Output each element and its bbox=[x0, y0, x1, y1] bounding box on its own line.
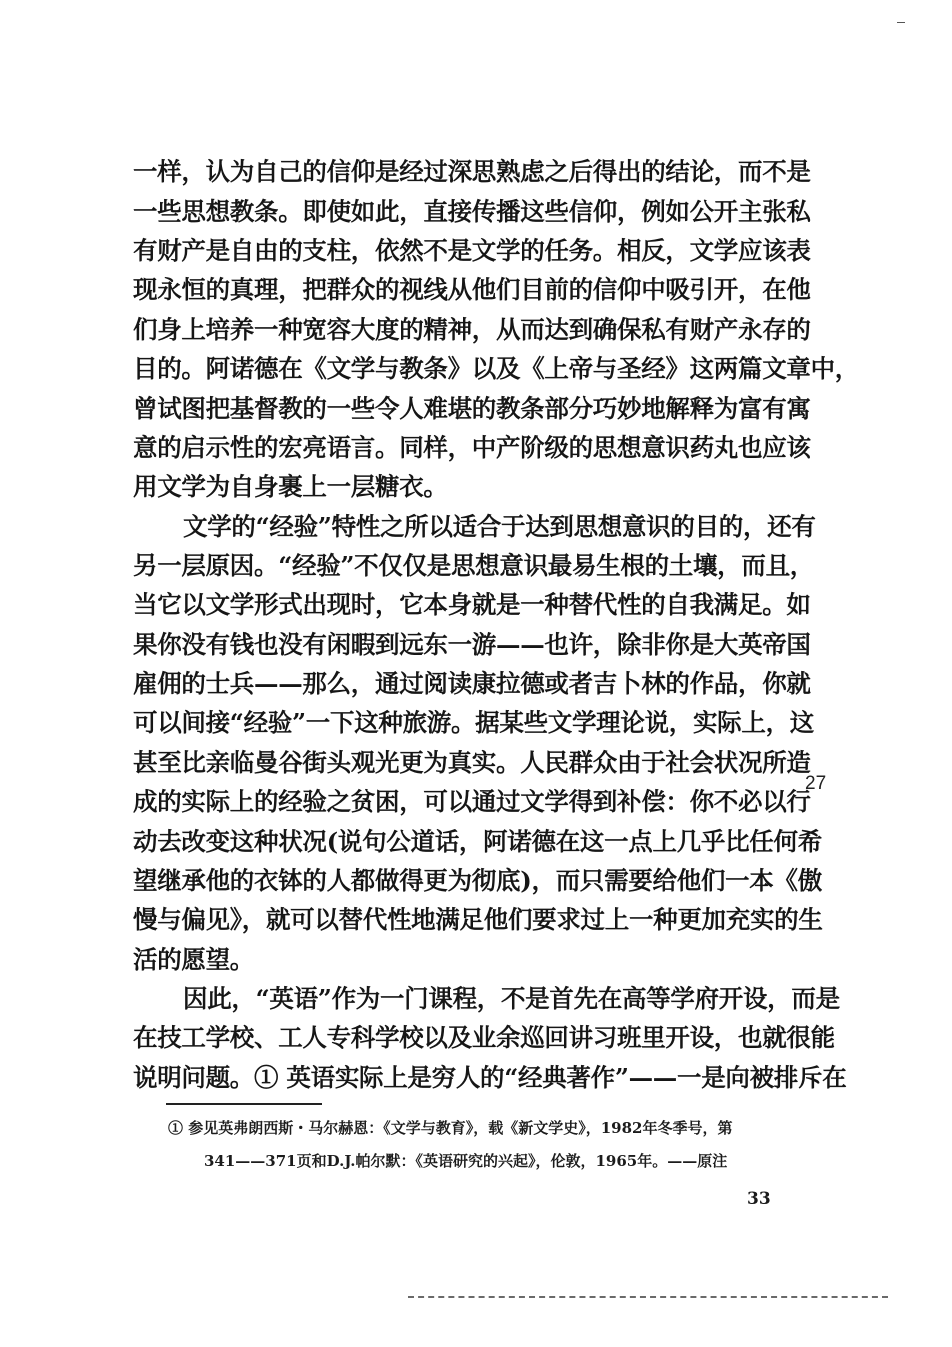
scan-edge-mark bbox=[897, 22, 905, 23]
page-number: 33 bbox=[747, 1189, 771, 1209]
text-line: 有财产是自由的支柱，依然不是文学的任务。相反，文学应该表 bbox=[133, 236, 811, 265]
text-line: 一样，认为自己的信仰是经过深思熟虑之后得出的结论，而不是 bbox=[133, 157, 811, 186]
text-line: 现永恒的真理，把群众的视线从他们目前的信仰中吸引开，在他 bbox=[133, 275, 811, 304]
text-line: 一些思想教条。即使如此，直接传播这些信仰，例如公开主张私 bbox=[133, 197, 811, 226]
text-line: 可以间接“经验”一下这种旅游。据某些文学理论说，实际上，这 bbox=[133, 708, 814, 737]
text-line: 目的。阿诺德在《文学与教条》以及《上帝与圣经》这两篇文章中， bbox=[133, 354, 859, 383]
text-line: 成的实际上的经验之贫困，可以通过文学得到补偿：你不必以行 bbox=[133, 787, 811, 816]
text-line: 当它以文学形式出现时，它本身就是一种替代性的自我满足。如 bbox=[133, 590, 811, 619]
text-line: 甚至比亲临曼谷街头观光更为真实。人民群众由于社会状况所造 bbox=[133, 748, 811, 777]
paragraph-first-line: 因此，“英语”作为一门课程，不是首先在高等学府开设，而是 bbox=[183, 984, 840, 1013]
footnote-line: ① 参见英弗朗西斯・马尔赫恩：《文学与教育》，载《新文学史》，1982年冬季号，第 bbox=[168, 1119, 733, 1137]
footnote-line: 341——371页和D.J.帕尔默：《英语研究的兴起》，伦敦，1965年。——原注 bbox=[204, 1152, 728, 1170]
text-line: 曾试图把基督教的一些令人难堪的教条部分巧妙地解释为富有寓 bbox=[133, 394, 811, 423]
text-line: 活的愿望。 bbox=[133, 945, 254, 974]
text-line: 另一层原因。“经验”不仅仅是思想意识最易生根的土壤，而且， bbox=[133, 551, 814, 580]
margin-page-number: 27 bbox=[805, 773, 827, 794]
text-line: 果你没有钱也没有闲暇到远东一游——也许，除非你是大英帝国 bbox=[133, 630, 811, 659]
text-line: 望继承他的衣钵的人都做得更为彻底)，而只需要给他们一本《傲 bbox=[133, 866, 822, 895]
paragraph-first-line: 文学的“经验”特性之所以适合于达到思想意识的目的，还有 bbox=[183, 512, 816, 541]
text-line: 们身上培养一种宽容大度的精神，从而达到确保私有财产永存的 bbox=[133, 315, 811, 344]
text-line: 说明问题。① 英语实际上是穷人的“经典著作”——一是向被排斥在 bbox=[133, 1063, 847, 1092]
text-line: 动去改变这种状况(说句公道话，阿诺德在这一点上几乎比任何希 bbox=[133, 827, 822, 856]
text-line: 慢与偏见》，就可以替代性地满足他们要求过上一种更加充实的生 bbox=[133, 905, 823, 934]
footnote-divider bbox=[166, 1103, 322, 1105]
text-line: 意的启示性的宏亮语言。同样，中产阶级的思想意识药丸也应该 bbox=[133, 433, 811, 462]
text-line: 雇佣的士兵——那么，通过阅读康拉德或者吉卜林的作品，你就 bbox=[133, 669, 811, 698]
text-line: 在技工学校、工人专科学校以及业余巡回讲习班里开设，也就很能 bbox=[133, 1023, 835, 1052]
text-line: 用文学为自身裹上一层糖衣。 bbox=[133, 472, 448, 501]
scan-bottom-edge bbox=[408, 1296, 888, 1298]
